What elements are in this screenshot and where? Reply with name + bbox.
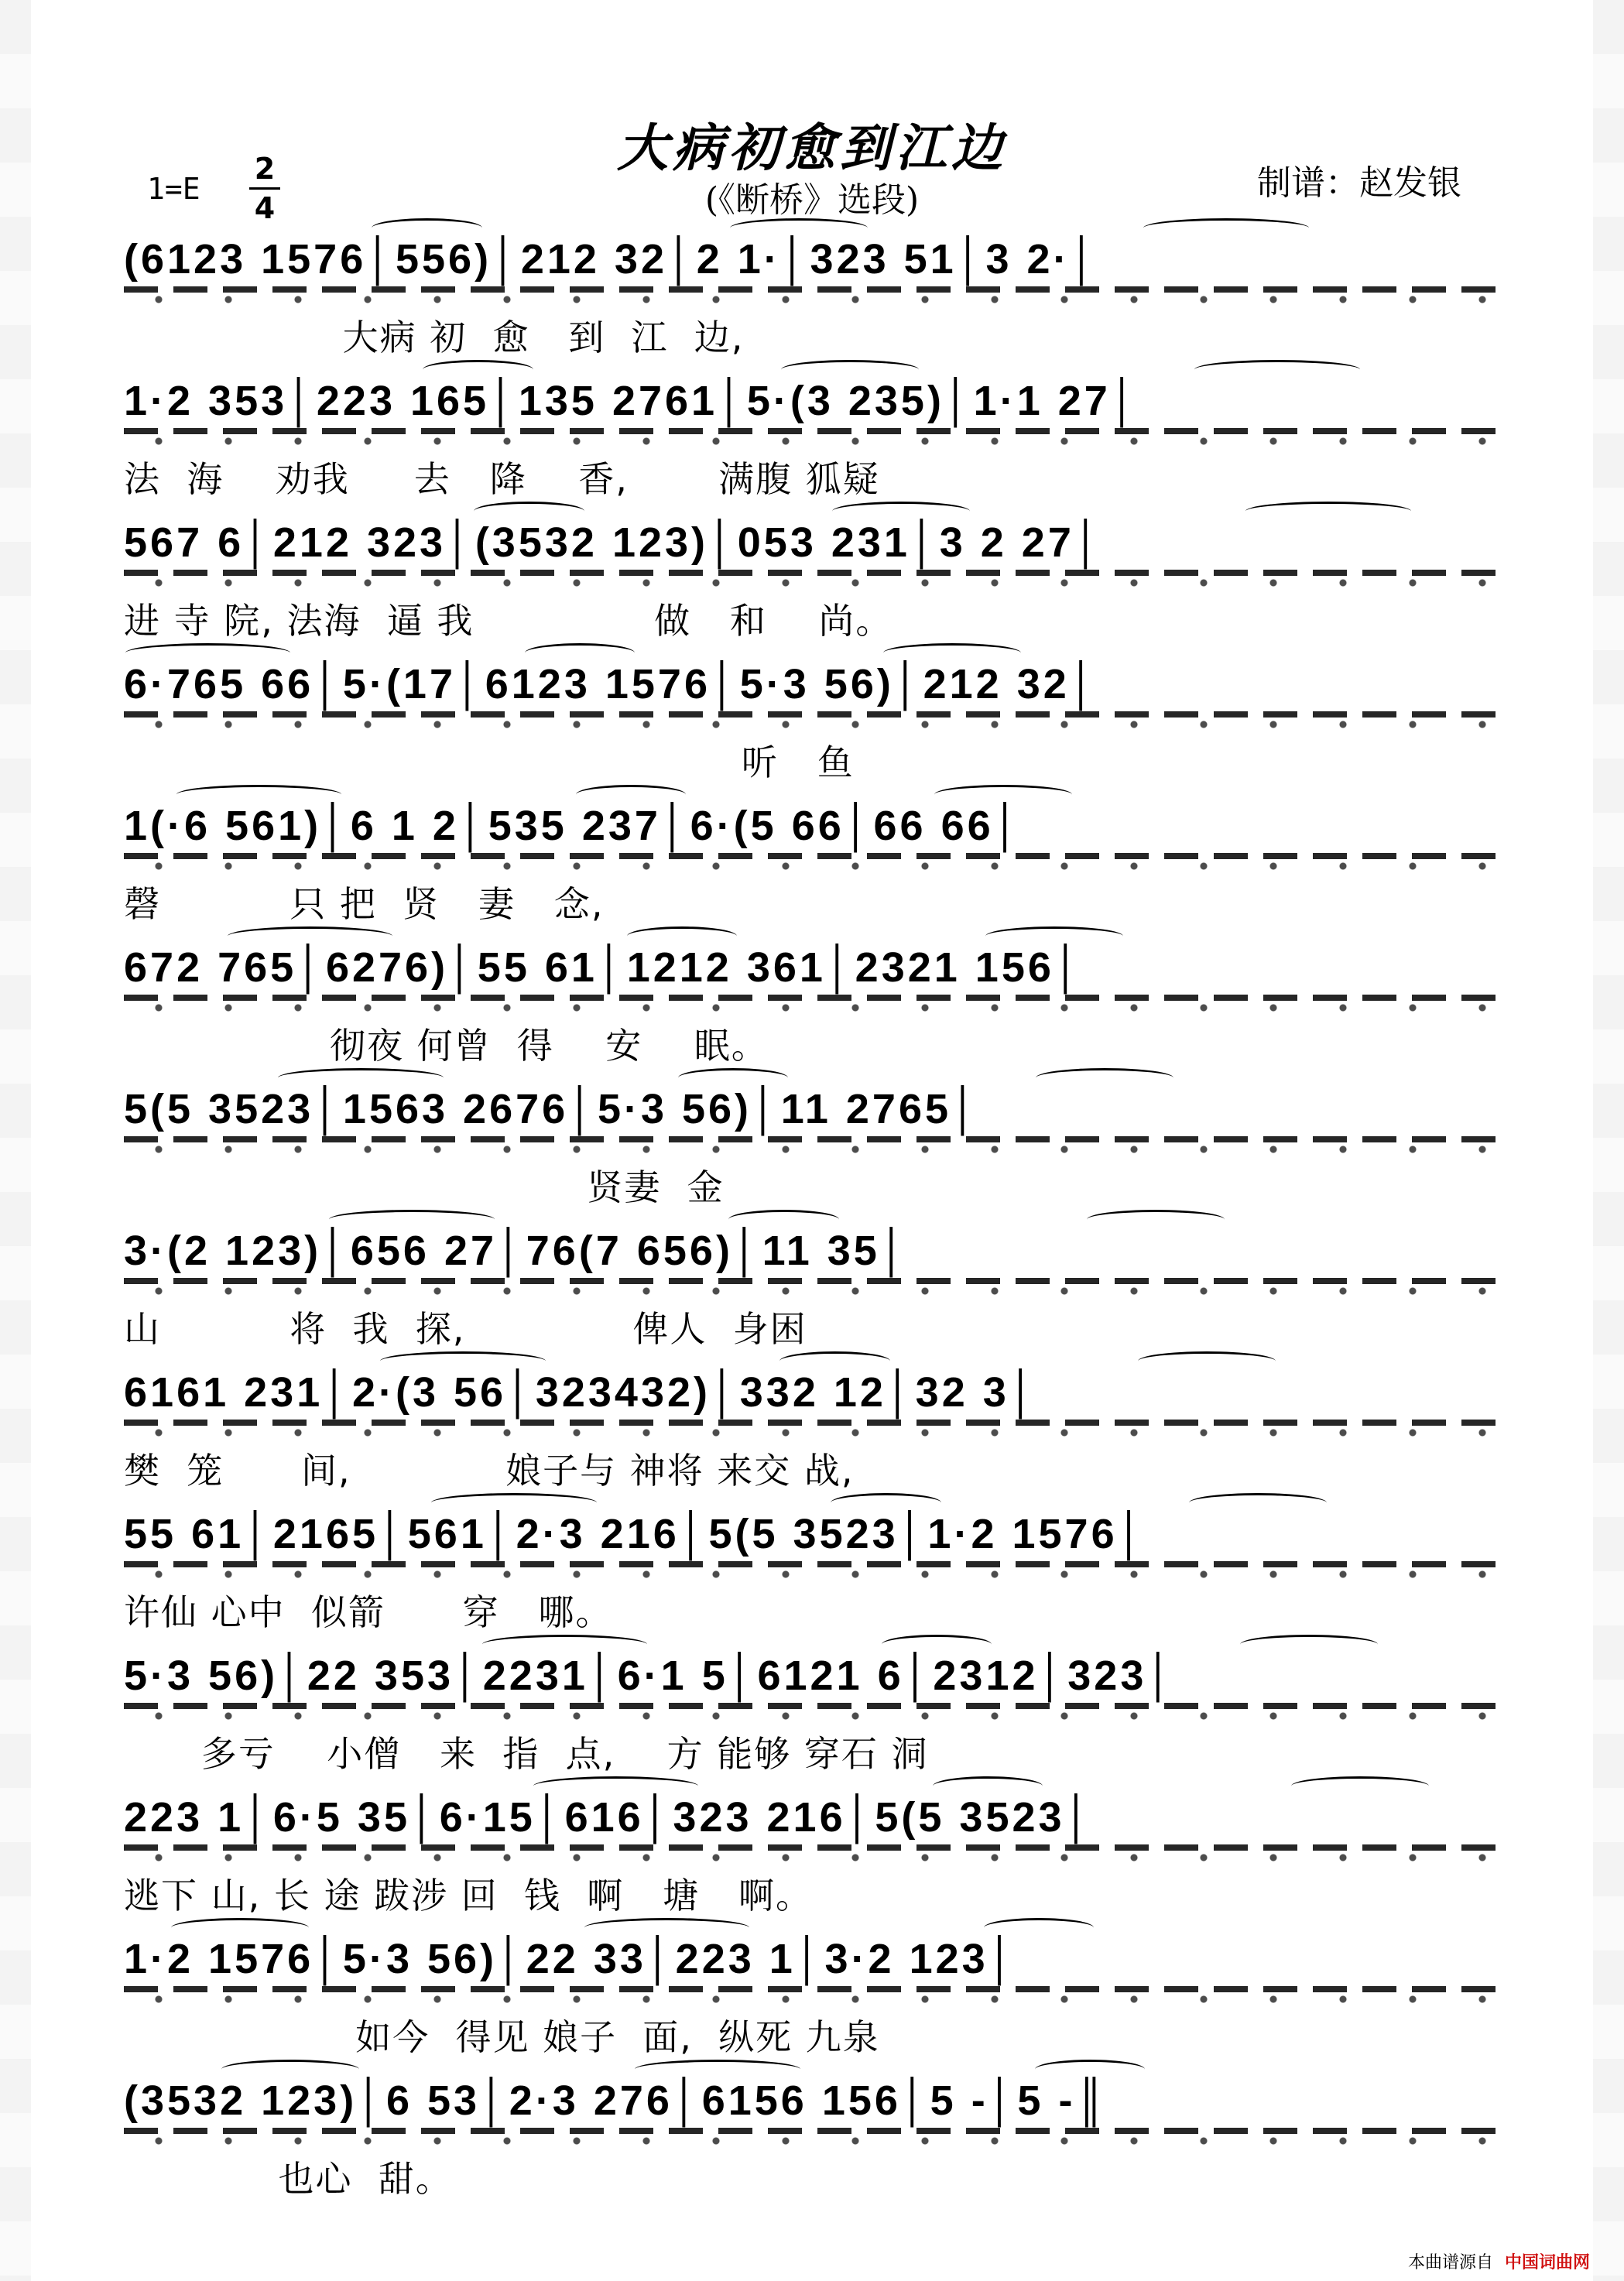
slur-mark: [678, 1068, 788, 1087]
notation-line: 672 765│6276)│55 61│1212 361│2321 156│: [124, 944, 1084, 991]
lyrics-line: 多亏 小僧 来 指 点, 方 能够 穿石 洞: [124, 1733, 929, 1775]
slur-mark: [329, 1210, 495, 1229]
slur-mark: [525, 643, 635, 663]
slur-mark: [1245, 502, 1411, 521]
octave-dots: [124, 1854, 1502, 1861]
beam-underline: [124, 853, 1502, 859]
slur-mark: [372, 218, 481, 238]
slur-mark: [1087, 1210, 1225, 1229]
notation-line: 1·2 353│223 165│135 2761│5·(3 235)│1·1 27│: [124, 378, 1140, 424]
lyrics-line: 山 将 我 探, 俾人 身困: [124, 1308, 807, 1350]
beam-underline: [124, 1561, 1502, 1567]
beam-underline: [124, 1703, 1502, 1709]
notation-line: 3·(2 123)│656 27│76(7 656)│11 35│: [124, 1228, 910, 1274]
beam-underline: [124, 995, 1502, 1001]
octave-dots: [124, 1712, 1502, 1720]
key-signature: 1=E: [147, 172, 200, 206]
beam-underline: [124, 1844, 1502, 1851]
octave-dots: [124, 437, 1502, 445]
time-top: 2: [254, 152, 276, 186]
slur-mark: [635, 2060, 800, 2079]
slur-mark: [533, 1776, 699, 1796]
decorative-border-right: [1593, 0, 1624, 2281]
slur-mark: [1036, 1068, 1173, 1087]
slur-mark: [882, 1635, 992, 1654]
octave-dots: [124, 1570, 1502, 1578]
octave-dots: [124, 1146, 1502, 1153]
slur-mark: [171, 1918, 309, 1937]
slur-mark: [832, 502, 970, 521]
lyrics-line: 法 海 劝我 去 降 香, 满腹 狐疑: [124, 458, 880, 500]
lyrics-line: 贤妻 金: [124, 1166, 725, 1208]
notation-line: 5·3 56)│22 353│2231│6·1 5│6121 6│2312│323│: [124, 1653, 1177, 1699]
octave-dots: [124, 721, 1502, 728]
time-signature: [249, 152, 280, 225]
notation-line: 223 1│6·5 35│6·15│616│323 216│5(5 3523│: [124, 1794, 1095, 1841]
octave-dots: [124, 1995, 1502, 2003]
slur-mark: [627, 926, 737, 946]
slur-mark: [474, 502, 584, 521]
lyrics-line: 磬 只 把 贤 妻 念,: [124, 883, 605, 925]
song-subtitle: (《断桥》选段): [704, 180, 920, 220]
lyrics-line: 也心 甜。: [124, 2158, 453, 2200]
slur-mark: [1143, 218, 1309, 238]
lyrics-line: 樊 笼 间, 娘子与 神将 来交 战,: [124, 1450, 855, 1492]
beam-underline: [124, 1420, 1502, 1426]
time-bottom: 4: [254, 191, 276, 225]
octave-dots: [124, 1287, 1502, 1295]
slur-mark: [1189, 1493, 1327, 1512]
lyrics-line: 大病 初 愈 到 江 边,: [124, 317, 745, 358]
lyrics-line: 如今 得见 娘子 面, 纵死 九泉: [124, 2016, 880, 2058]
decorative-border-left: [0, 0, 31, 2281]
lyrics-line: 彻夜 何曾 得 安 眠。: [124, 1025, 769, 1067]
slur-mark: [985, 926, 1123, 946]
slur-mark: [278, 1068, 444, 1087]
octave-dots: [124, 1004, 1502, 1012]
slur-mark: [1240, 1635, 1378, 1654]
slur-mark: [380, 1351, 546, 1371]
slur-mark: [831, 1493, 940, 1512]
arranger-credit: 制谱：赵发银: [1257, 163, 1461, 203]
notation-line: 6·765 66│5·(17│6123 1576│5·3 56)│212 32│: [124, 661, 1099, 707]
beam-underline: [124, 286, 1502, 293]
notation-line: 567 6│212 323│(3532 123)│053 231│3 2 27│: [124, 519, 1104, 566]
notation-line: (3532 123)│6 53│2·3 276│6156 156│5 -│5 -║: [124, 2077, 1108, 2124]
slur-mark: [1035, 2060, 1145, 2079]
octave-dots: [124, 2137, 1502, 2145]
slur-mark: [934, 785, 1072, 804]
footer-source: 本曲谱源自: [1407, 2253, 1493, 2272]
slur-mark: [482, 1635, 648, 1654]
slur-mark: [933, 1776, 1043, 1796]
slur-mark: [984, 1918, 1094, 1937]
slur-mark: [883, 643, 1021, 663]
notation-line: 6161 231│2·(3 56│323432)│332 12│32 3│: [124, 1369, 1039, 1416]
time-fraction-line: [249, 187, 280, 190]
slur-mark: [1138, 1351, 1276, 1371]
slur-mark: [730, 218, 868, 238]
slur-mark: [176, 785, 342, 804]
notation-line: (6123 1576│556)│212 32│2 1·│323 51│3 2·│: [124, 236, 1100, 283]
slur-mark: [431, 1493, 597, 1512]
octave-dots: [124, 579, 1502, 587]
footer-credit: [1408, 2249, 1590, 2273]
beam-underline: [124, 1278, 1502, 1284]
octave-dots: [124, 1429, 1502, 1437]
slur-mark: [423, 360, 533, 379]
slur-mark: [781, 360, 919, 379]
slur-mark: [584, 1918, 750, 1937]
beam-underline: [124, 711, 1502, 718]
notation-line: 55 61│2165│561│2·3 216│5(5 3523│1·2 1576│: [124, 1511, 1147, 1557]
octave-dots: [124, 862, 1502, 870]
slur-mark: [728, 1210, 838, 1229]
beam-underline: [124, 428, 1502, 434]
octave-dots: [124, 296, 1502, 303]
lyrics-line: 逃下 山, 长 途 跋涉 回 钱 啊 塘 啊。: [124, 1875, 813, 1916]
slur-mark: [1291, 1776, 1429, 1796]
slur-mark: [1194, 360, 1360, 379]
lyrics-line: 听 鱼: [124, 741, 855, 783]
notation-line: 1(·6 561)│6 1 2│535 237│6·(5 66│66 66│: [124, 803, 1023, 849]
beam-underline: [124, 570, 1502, 576]
beam-underline: [124, 2128, 1502, 2134]
lyrics-line: 进 寺 院, 法海 逼 我 做 和 尚。: [124, 600, 893, 642]
notation-line: 1·2 1576│5·3 56)│22 33│223 1│3·2 123│: [124, 1936, 1018, 1982]
slur-mark: [576, 785, 686, 804]
beam-underline: [124, 1136, 1502, 1142]
lyrics-line: 许仙 心中 似箭 穿 哪。: [124, 1591, 613, 1633]
slur-mark: [125, 643, 291, 663]
notation-line: 5(5 3523│1563 2676│5·3 56)│11 2765│: [124, 1086, 981, 1132]
footer-brand: 中国词曲网: [1504, 2253, 1590, 2272]
beam-underline: [124, 1986, 1502, 1992]
song-title: 大病初愈到江边: [617, 118, 1007, 178]
slur-mark: [228, 926, 393, 946]
slur-mark: [779, 1351, 889, 1371]
slur-mark: [221, 2060, 359, 2079]
